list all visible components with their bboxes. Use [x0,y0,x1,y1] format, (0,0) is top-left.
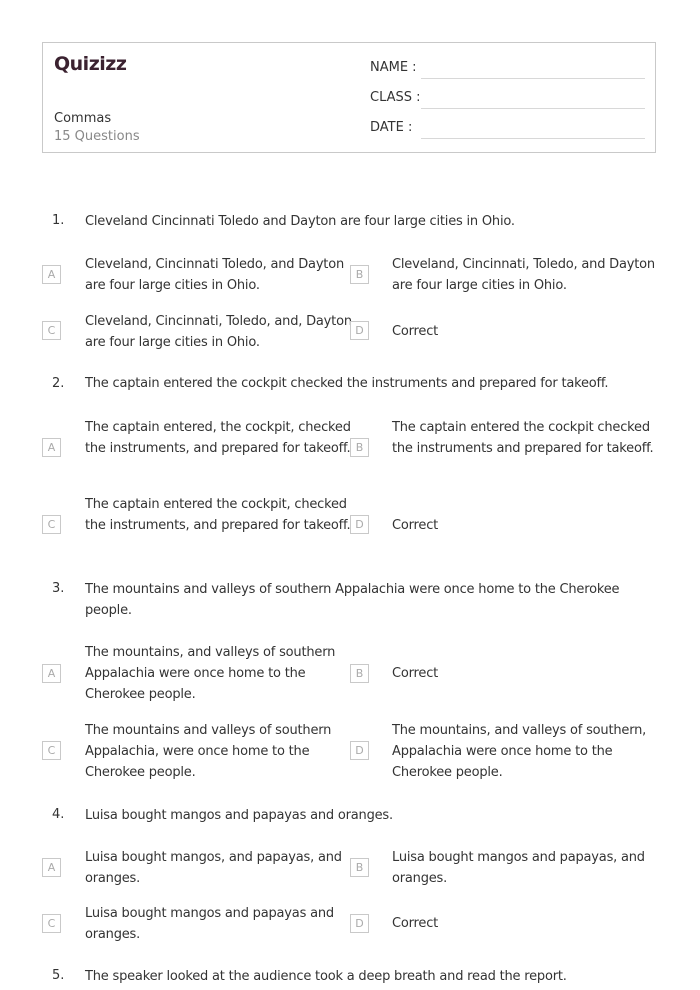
question-text: Luisa bought mangos and papayas and oranges. [85,808,393,823]
option-letter-box: A [42,664,61,683]
question-number: 5. [52,968,65,983]
name-label: NAME : [370,60,417,75]
option-letter-box: C [42,741,61,760]
option-text: Correct [392,518,439,533]
question-text: The speaker looked at the audience took a deep breath and read the report. [85,969,567,984]
question-text: Cleveland Cincinnati Toledo and Dayton are four large cities in Ohio. [85,214,515,229]
option-text: Luisa bought mangos, and papayas, and oranges. [85,850,342,886]
option-text: Correct [392,666,439,681]
question-number: 1. [52,213,65,228]
worksheet-title: Commas [54,111,112,126]
option-letter-box: A [42,438,61,457]
option-text: The mountains, and valleys of southern, Appalachia were once home to the Cherokee people. [392,723,647,780]
option-text: Cleveland, Cincinnati Toledo, and Dayton are four large cities in Ohio. [85,257,345,293]
question-number: 2. [52,376,65,391]
option-letter-box: A [42,265,61,284]
date-label: DATE : [370,120,413,135]
name-line [421,78,645,79]
option-text: The mountains, and valleys of southern Appalachia were once home to the Cherokee people. [85,645,336,702]
option-text: The mountains and valleys of southern Appalachia, were once home to the Cherokee people. [85,723,332,780]
date-line [421,138,645,139]
option-letter-box: B [350,858,369,877]
question-text: The captain entered the cockpit checked the instruments and prepared for takeoff. [85,376,609,391]
option-letter-box: B [350,664,369,683]
option-letter-box: D [350,321,369,340]
question-number: 4. [52,807,65,822]
question-number: 3. [52,581,65,596]
option-letter-box: C [42,321,61,340]
class-line [421,108,645,109]
option-letter-box: C [42,515,61,534]
option-text: The captain entered the cockpit checked the instruments and prepared for takeoff. [392,420,654,456]
option-letter-box: A [42,858,61,877]
question-count: 15 Questions [54,129,140,144]
worksheet-header [42,42,656,153]
question-text: The mountains and valleys of southern Appalachia were once home to the Cherokee people. [85,582,620,618]
class-label: CLASS : [370,90,421,105]
option-letter-box: B [350,265,369,284]
option-text: The captain entered the cockpit, checked the instruments, and prepared for takeoff. [85,497,351,533]
option-text: Luisa bought mangos and papayas and oranges. [85,906,334,942]
option-text: The captain entered, the cockpit, checked the instruments, and prepared for takeoff. [85,420,351,456]
option-text: Cleveland, Cincinnati, Toledo, and Dayton are four large cities in Ohio. [392,257,655,293]
option-text: Luisa bought mangos and papayas, and oranges. [392,850,645,886]
option-letter-box: D [350,515,369,534]
option-letter-box: C [42,914,61,933]
quizizz-logo: Quizizz [54,53,127,75]
option-letter-box: D [350,741,369,760]
option-text: Correct [392,324,439,339]
option-letter-box: B [350,438,369,457]
option-text: Cleveland, Cincinnati, Toledo, and, Dayton are four large cities in Ohio. [85,314,352,350]
option-text: Correct [392,916,439,931]
option-letter-box: D [350,914,369,933]
